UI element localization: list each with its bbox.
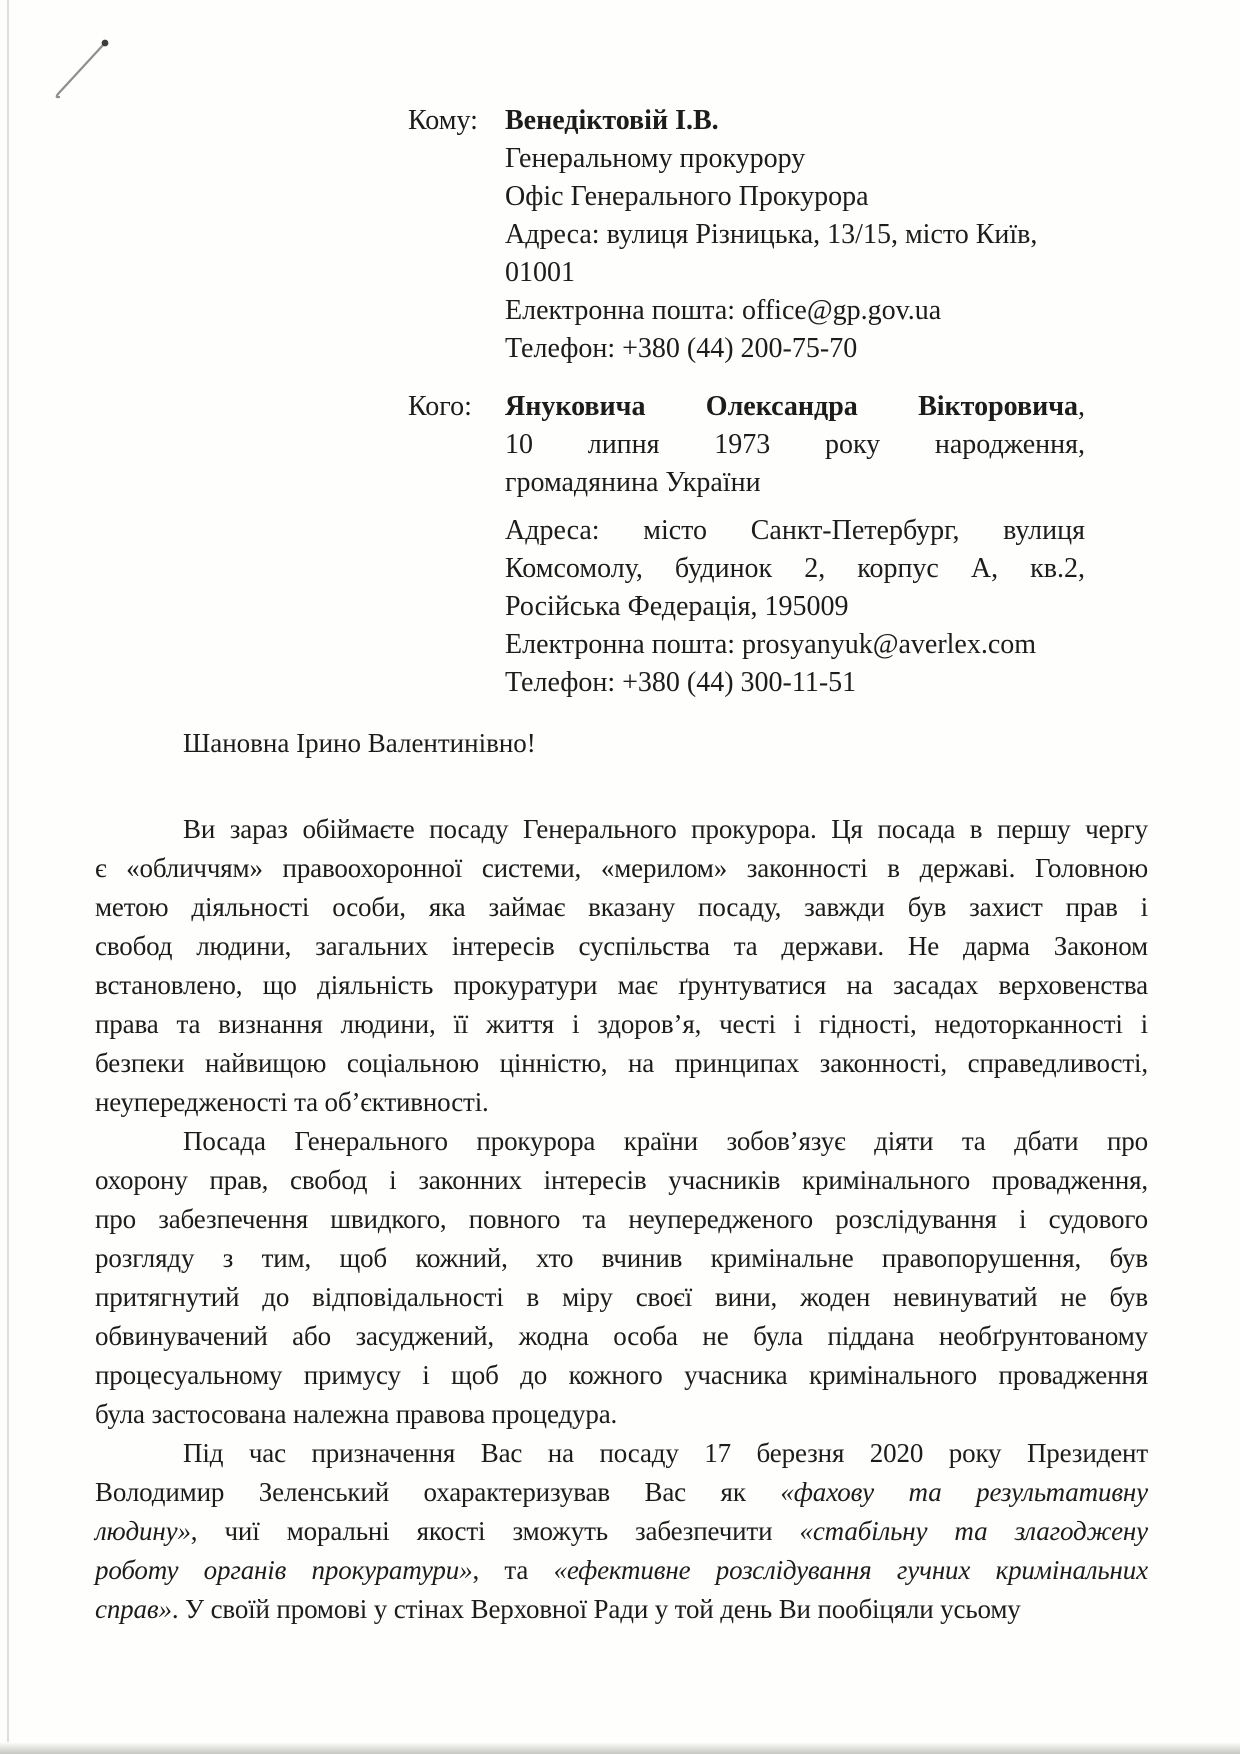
text-segment: безпеки найвищою соціальною цінністю, на принципах законності, справедливості,: [95, 1048, 1148, 1078]
text-segment: «ефективне розслідування гучних кримінальних: [553, 1555, 1148, 1585]
text-segment: Януковича Олександра Вікторовича: [505, 391, 1078, 422]
address-line: [505, 330, 1085, 368]
addressee-block: [408, 102, 1085, 368]
text-segment: є «обличчям» правоохоронної системи, «мерилом» законності в державі. Головною: [95, 853, 1148, 883]
text-segment: метою діяльності особи, яка займає вказану посаду, завжди був захист прав і: [95, 892, 1148, 922]
text-segment: ,: [1078, 391, 1085, 422]
text-segment: свобод людини, загальних інтересів суспільства та держави. Не дарма Законом: [95, 931, 1148, 961]
address-line: [505, 550, 1085, 588]
paragraph-line: [95, 888, 1148, 927]
text-segment: Генеральному прокурору: [505, 143, 806, 174]
text-segment: Ви зараз обіймаєте посаду Генерального прокурора. Ця посада в першу чергу: [183, 814, 1148, 844]
text-segment: Телефон: +380 (44) 300-11-51: [505, 667, 857, 698]
text-segment: Венедіктовій І.В.: [505, 105, 719, 136]
scan-bottom-shade-artifact: [0, 1742, 1240, 1754]
text-segment: «стабільну та злагоджену: [799, 1516, 1148, 1546]
text-segment: роботу органів прокуратури»: [95, 1555, 473, 1585]
text-segment: обвинувачений або засуджений, жодна особа не була піддана необґрунтованому: [95, 1321, 1148, 1351]
address-line: [505, 178, 1085, 216]
text-segment: Адреса: вулиця Різницька, 13/15, місто Київ,: [505, 219, 1038, 250]
text-segment: розгляду з тим, щоб кожний, хто вчинив кримінальне правопорушення, був: [95, 1243, 1148, 1273]
sender-block: [408, 388, 1085, 702]
text-segment: Адреса: місто Санкт-Петербург, вулиця: [505, 515, 1085, 546]
text-segment: Російська Федерація, 195009: [505, 591, 849, 622]
paragraph-line: [95, 1551, 1148, 1590]
scan-edge-artifact: [7, 0, 9, 1754]
paragraph: [95, 810, 1148, 1122]
paragraph-line: [95, 966, 1148, 1005]
text-segment: , чиї моральні якості зможуть забезпечити: [190, 1516, 800, 1546]
address-line: [505, 664, 1085, 702]
text-segment: справ»: [95, 1594, 172, 1624]
paragraph-line: [95, 1161, 1148, 1200]
paragraph-line: [95, 1473, 1148, 1512]
paragraph-line: [95, 1044, 1148, 1083]
text-segment: Комсомолу, будинок 2, корпус А, кв.2,: [505, 553, 1085, 584]
address-header: [408, 102, 1085, 702]
text-segment: 10 липня 1973 року народження,: [505, 429, 1085, 460]
paragraph-line: [95, 1512, 1148, 1551]
pen-stroke-mark: [40, 32, 130, 112]
address-line: [505, 216, 1085, 254]
address-line: [505, 388, 1085, 426]
text-segment: Телефон: +380 (44) 200-75-70: [505, 333, 858, 364]
text-segment: про забезпечення швидкого, повного та неупередженого розслідування і судового: [95, 1204, 1148, 1234]
addressee-lines: [505, 102, 1085, 368]
to-label: Кому:: [408, 105, 478, 136]
paragraph-line: [95, 1083, 1148, 1122]
text-segment: . У своїй промові у стінах Верховної Ради у той день Ви пообіцяли усьому: [171, 1594, 1021, 1624]
paragraph-line: [95, 810, 1148, 849]
text-segment: встановлено, що діяльність прокуратури має ґрунтуватися на засадах верховенства: [95, 970, 1148, 1000]
paragraph-line: [95, 1590, 1148, 1629]
paragraph-line: [95, 1239, 1148, 1278]
text-segment: Офіс Генерального Прокурора: [505, 181, 869, 212]
address-line: [505, 626, 1085, 664]
paragraph-line: [95, 1395, 1148, 1434]
sender-lines: [505, 388, 1085, 702]
address-line: [505, 512, 1085, 550]
text-segment: громадянина України: [505, 467, 761, 498]
address-line: [505, 140, 1085, 178]
paragraph-line: [95, 1278, 1148, 1317]
text-segment: неупередженості та об’єктивності.: [95, 1087, 489, 1117]
paragraph-line: [95, 1434, 1148, 1473]
text-segment: була застосована належна правова процедура.: [95, 1399, 618, 1429]
text-segment: Володимир Зеленський охарактеризував Вас як: [95, 1477, 781, 1507]
letter-body: [95, 810, 1148, 1629]
text-segment: , та: [472, 1555, 554, 1585]
text-segment: охорону прав, свобод і законних інтересів учасників кримінального провадження,: [95, 1165, 1148, 1195]
text-segment: притягнутий до відповідальності в міру своєї вини, жоден невинуватий не був: [95, 1282, 1148, 1312]
text-segment: «фахову та результативну: [780, 1477, 1149, 1507]
text-segment: людину»: [95, 1516, 191, 1546]
paragraph: [95, 1434, 1148, 1629]
paragraph-line: [95, 1200, 1148, 1239]
text-segment: 01001: [505, 257, 575, 288]
address-line: [505, 292, 1085, 330]
text-segment: Електронна пошта: office@gp.gov.ua: [505, 295, 942, 326]
text-segment: Посада Генерального прокурора країни зобов’язує діяти та дбати про: [183, 1126, 1148, 1156]
salutation: Шановна Ірино Валентинівно!: [183, 728, 536, 758]
text-segment: процесуальному примусу і щоб до кожного учасника кримінального провадження: [95, 1360, 1148, 1390]
text-segment: Електронна пошта: prosyanyuk@averlex.com: [505, 629, 1037, 660]
paragraph: [95, 1122, 1148, 1434]
address-line: [505, 464, 1085, 502]
paragraph-line: [95, 1317, 1148, 1356]
text-segment: права та визнання людини, її життя і здоров’я, честі і гідності, недоторканності і: [95, 1009, 1148, 1039]
text-segment: Під час призначення Вас на посаду 17 березня 2020 року Президент: [183, 1438, 1148, 1468]
address-line: [505, 254, 1085, 292]
from-label: Кого:: [408, 391, 472, 422]
address-line: [505, 426, 1085, 464]
paragraph-line: [95, 849, 1148, 888]
address-line: [505, 102, 1085, 140]
paragraph-line: [95, 1005, 1148, 1044]
address-line: [505, 588, 1085, 626]
paragraph-line: [95, 1122, 1148, 1161]
paragraph-line: [95, 927, 1148, 966]
paragraph-line: [95, 1356, 1148, 1395]
